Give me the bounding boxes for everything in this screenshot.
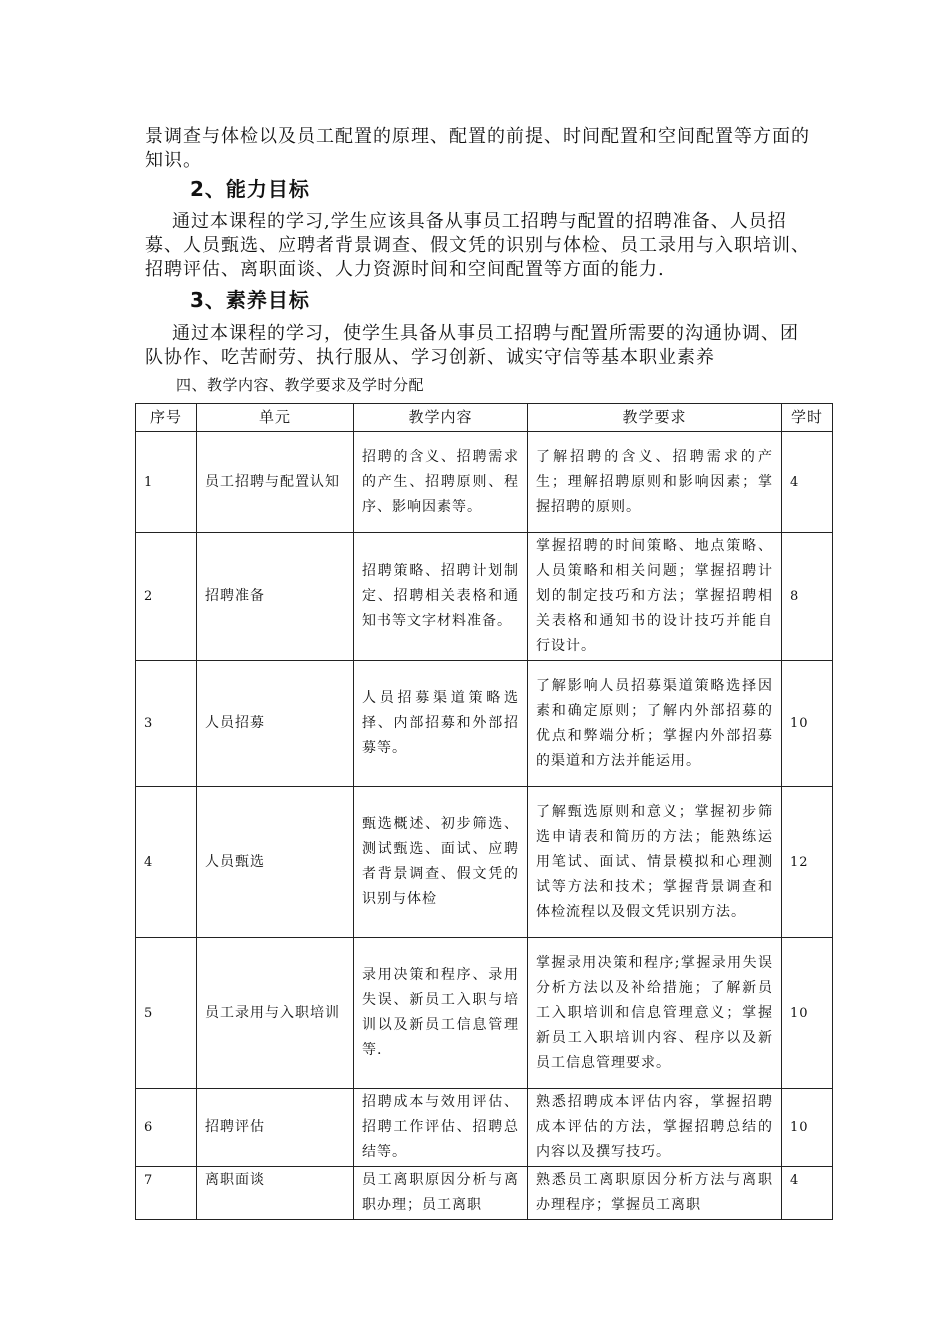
row-no: 6: [136, 1089, 197, 1167]
row-content: 员工离职原因分析与离职办理；员工离职: [354, 1167, 528, 1220]
header-hours: 学时: [782, 404, 833, 432]
row-unit: 员工录用与入职培训: [197, 938, 354, 1089]
row-content: 招聘的含义、招聘需求的产生、招聘原则、程序、影响因素等。: [354, 432, 528, 533]
row-hours: 8: [782, 533, 833, 661]
intro-paragraph: 景调查与体检以及员工配置的原理、配置的前提、时间配置和空间配置等方面的知识。: [145, 126, 810, 171]
table-row: [136, 1089, 833, 1167]
header-unit: 单元: [197, 404, 354, 432]
row-unit: 招聘评估: [197, 1089, 354, 1167]
row-unit: 员工招聘与配置认知: [197, 432, 354, 533]
row-hours: 12: [782, 787, 833, 938]
row-no: 4: [136, 787, 197, 938]
table-row: [136, 938, 833, 1089]
section-title: 四、教学内容、教学要求及学时分配: [176, 376, 425, 394]
table-row: [136, 787, 833, 938]
table-row: [136, 661, 833, 787]
header-content: 教学内容: [354, 404, 528, 432]
row-no: 3: [136, 661, 197, 787]
row-content: 甄选概述、初步筛选、测试甄选、面试、应聘者背景调查、假文凭的识别与体检: [354, 787, 528, 938]
table-row: [136, 1167, 833, 1220]
header-requirement: 教学要求: [528, 404, 782, 432]
row-requirement: 掌握招聘的时间策略、地点策略、人员策略和相关问题；掌握招聘计划的制定技巧和方法；掌握招聘相关表格和通知书的设计技巧并能自行设计。: [528, 533, 782, 661]
row-content: 录用决策和程序、录用失误、新员工入职与培训以及新员工信息管理等.: [354, 938, 528, 1089]
row-unit: 人员甄选: [197, 787, 354, 938]
row-requirement: 熟悉招聘成本评估内容，掌握招聘成本评估的方法，掌握招聘总结的内容以及撰写技巧。: [528, 1089, 782, 1167]
row-hours: 10: [782, 938, 833, 1089]
row-requirement: 了解招聘的含义、招聘需求的产生；理解招聘原则和影响因素；掌握招聘的原则。: [528, 432, 782, 533]
table-row: [136, 533, 833, 661]
table-header-row: [136, 404, 833, 432]
row-hours: 4: [782, 432, 833, 533]
row-content: 招聘成本与效用评估、招聘工作评估、招聘总结等。: [354, 1089, 528, 1167]
quality-goal-heading: 3、素养目标: [190, 288, 310, 312]
row-no: 5: [136, 938, 197, 1089]
quality-goal-paragraph: 通过本课程的学习，使学生具备从事员工招聘与配置所需要的沟通协调、团队协作、吃苦耐劳、执行服从、学习创新、诚实守信等基本职业素养: [145, 323, 799, 368]
row-unit: 离职面谈: [197, 1167, 354, 1220]
row-hours: 10: [782, 661, 833, 787]
row-unit: 人员招募: [197, 661, 354, 787]
row-hours: 10: [782, 1089, 833, 1167]
row-no: 7: [136, 1167, 197, 1220]
row-requirement: 了解影响人员招募渠道策略选择因素和确定原则；了解内外部招募的优点和弊端分析；掌握内外部招募的渠道和方法并能运用。: [528, 661, 782, 787]
course-content-table: [135, 403, 833, 1220]
ability-goal-paragraph: 通过本课程的学习,学生应该具备从事员工招聘与配置的招聘准备、人员招募、人员甄选、应聘者背景调查、假文凭的识别与体检、员工录用与入职培训、招聘评估、离职面谈、人力资源时间和空间配置等方面的能力.: [145, 211, 810, 280]
row-no: 1: [136, 432, 197, 533]
row-no: 2: [136, 533, 197, 661]
row-requirement: 了解甄选原则和意义；掌握初步筛选申请表和简历的方法；能熟练运用笔试、面试、情景模拟和心理测试等方法和技术；掌握背景调查和体检流程以及假文凭识别方法。: [528, 787, 782, 938]
row-content: 人员招募渠道策略选择、内部招募和外部招募等。: [354, 661, 528, 787]
row-hours: 4: [782, 1167, 833, 1220]
row-requirement: 掌握录用决策和程序;掌握录用失误分析方法以及补给措施；了解新员工入职培训和信息管理意义；掌握新员工入职培训内容、程序以及新员工信息管理要求。: [528, 938, 782, 1089]
header-no: 序号: [136, 404, 197, 432]
table-row: [136, 432, 833, 533]
row-unit: 招聘准备: [197, 533, 354, 661]
row-requirement: 熟悉员工离职原因分析方法与离职办理程序；掌握员工离职: [528, 1167, 782, 1220]
ability-goal-heading: 2、能力目标: [190, 177, 310, 201]
row-content: 招聘策略、招聘计划制定、招聘相关表格和通知书等文字材料准备。: [354, 533, 528, 661]
